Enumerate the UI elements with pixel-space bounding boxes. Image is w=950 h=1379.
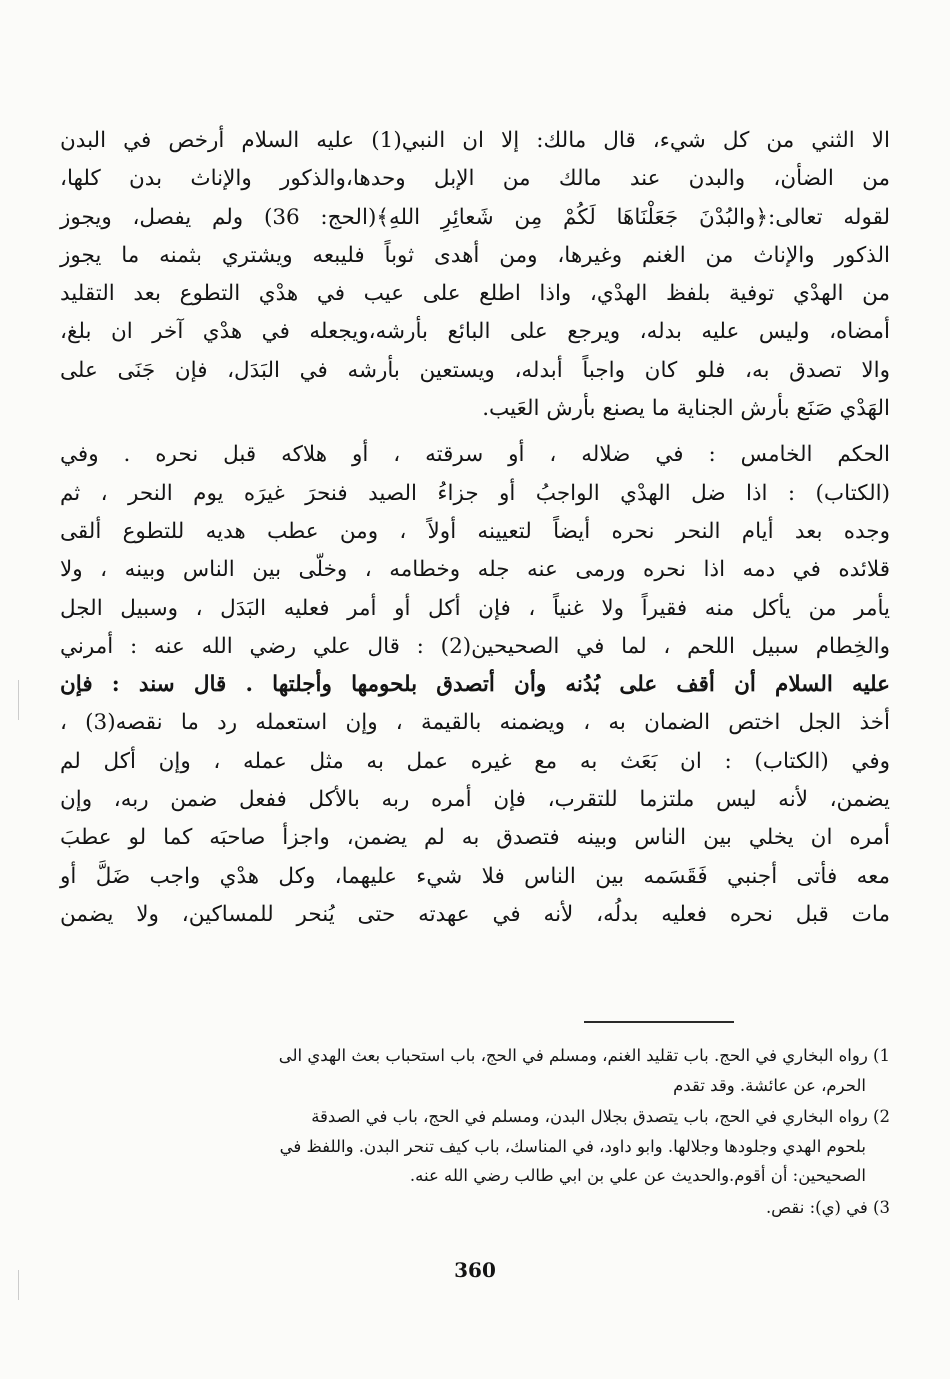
text-line: أخذ الجل اختص الضمان به ، ويضمنه بالقيمة ، وإن استعمله رد ما نقصه(3) ، (60, 710, 890, 736)
text-line: لقوله تعالى:﴿والبُدْنَ جَعَلْنَاهَا لَكُمْ مِن شَعائِرِ اللهِ﴾(الحج: 36) ولم يفصل، ويجوز (60, 204, 890, 230)
text-line: أمره ان يخلي بين الناس وبينه فتصدق به لم يضمن، واجزأ صاحبَه كما لو عطبَ (60, 825, 890, 851)
footnote-1 (70, 1041, 890, 1100)
text-line: وفي (الكتاب) : ان بَعَث به مع غيره عمل به مثل عمله ، وإن أكل لم (60, 748, 890, 774)
text-line: الحكم الخامس : في ضلاله ، أو سرقته ، أو هلاكه قبل نحره . وفي (60, 442, 890, 468)
text-line: (الكتاب) : اذا ضل الهدْي الواجبُ أو جزاءُ الصيد فنحرَ غيرَه يوم النحر ، ثم (60, 480, 890, 506)
footnote-2 (70, 1102, 890, 1191)
text-line: مات قبل نحره فعليه بدلُه، لأنه في عهدته حتى يُنحر للمساكين، ولا يضمن (60, 901, 890, 927)
text-line: الذكور والإناث من الغنم وغيرها، ومن أهدى ثوباً فليبعه ويشتري بثمنه ما يجوز (60, 242, 890, 268)
footnote-line: 1) رواه البخاري في الحج. باب تقليد الغنم، ومسلم في الحج، باب استحباب بعث الهدي الى (278, 1046, 890, 1065)
text-line: وجده بعد أيام النحر نحره أيضاً لتعيينه أولاً ، ومن عطب هديه للتطوع ألقى (60, 518, 890, 544)
text-line: من الهدْي توفية بلفظ الهدْي، واذا اطلع على عيب في هدْي التطوع بعد التقليد (60, 281, 890, 307)
footnote-line: الصحيحين: أن أقوم.والحديث عن علي بن ابي طالب رضي الله عنه. (409, 1166, 866, 1185)
page-number: 360 (454, 1258, 496, 1282)
footnotes (70, 1041, 890, 1224)
text-line: الا الثني من كل شيء، قال مالك: إلا ان النبي(1) عليه السلام أرخص في البدن (60, 128, 890, 153)
text-line: والا تصدق به، فلو كان واجباً أبدله، ويستعين بأرشه في البَدَل، فإن جَنَى على (60, 357, 890, 383)
text-line: والخِطام سبيل اللحم ، لما في الصحيحين(2) : قال علي رضي الله عنه : أمرني (60, 633, 890, 659)
footnote-3 (70, 1193, 890, 1223)
scan-speck (18, 680, 19, 720)
footnote-line: 3) في (ي): نقص. (765, 1197, 890, 1217)
page-body (60, 122, 890, 934)
paragraph-1 (60, 122, 890, 428)
text-line: عليه السلام أن أقف على بُدُنه وأن أتصدق بلحومها وأجلتها . قال سند : فإن (60, 672, 890, 698)
text-line: يأمر من يأكل منه فقيراً ولا غنياً ، فإن أكل أو أمر فعليه البَدَل ، وسبيل الجل (60, 595, 890, 621)
text-line: قلائده في دمه اذا نحره ورمى عنه جله وخطامه ، وخلّى بين الناس وبينه ، ولا (60, 557, 890, 583)
footnote-line: الحرم، عن عائشة. وقد تقدم (673, 1075, 866, 1095)
footnote-divider (584, 1021, 734, 1023)
text-line: الهَدْي صَنَع بأرش الجناية ما يصنع بأرش العَيب. (482, 396, 890, 422)
footnote-line: 2) رواه البخاري في الحج، باب يتصدق بجلال البدن، ومسلم في الحج، باب في الصدقة (311, 1107, 890, 1126)
footnote-line: بلحوم الهدي وجلودها وجلالها. وابو داود، في المناسك، باب كيف تنحر البدن. واللفظ في (279, 1136, 866, 1156)
text-line: من الضأن، والبدن عند مالك من الإبل وحدها،والذكور والإناث بدن كلها، (60, 166, 890, 192)
text-line: يضمن، لأنه ليس ملتزما للتقرب، فإن أمره ربه بالأكل ففعل ضمن ربه، وإن (60, 787, 890, 813)
text-line: معه فأتى أجنبي فَقَسَمه بين الناس فلا شيء عليهما، وكل هدْي واجب ضَلَّ أو (60, 863, 890, 889)
text-line: أمضاه، وليس عليه بدله، ويرجع على البائع بأرشه،ويجعله في هدْي آخر ان بلغ، (60, 319, 890, 345)
paragraph-2 (60, 436, 890, 934)
